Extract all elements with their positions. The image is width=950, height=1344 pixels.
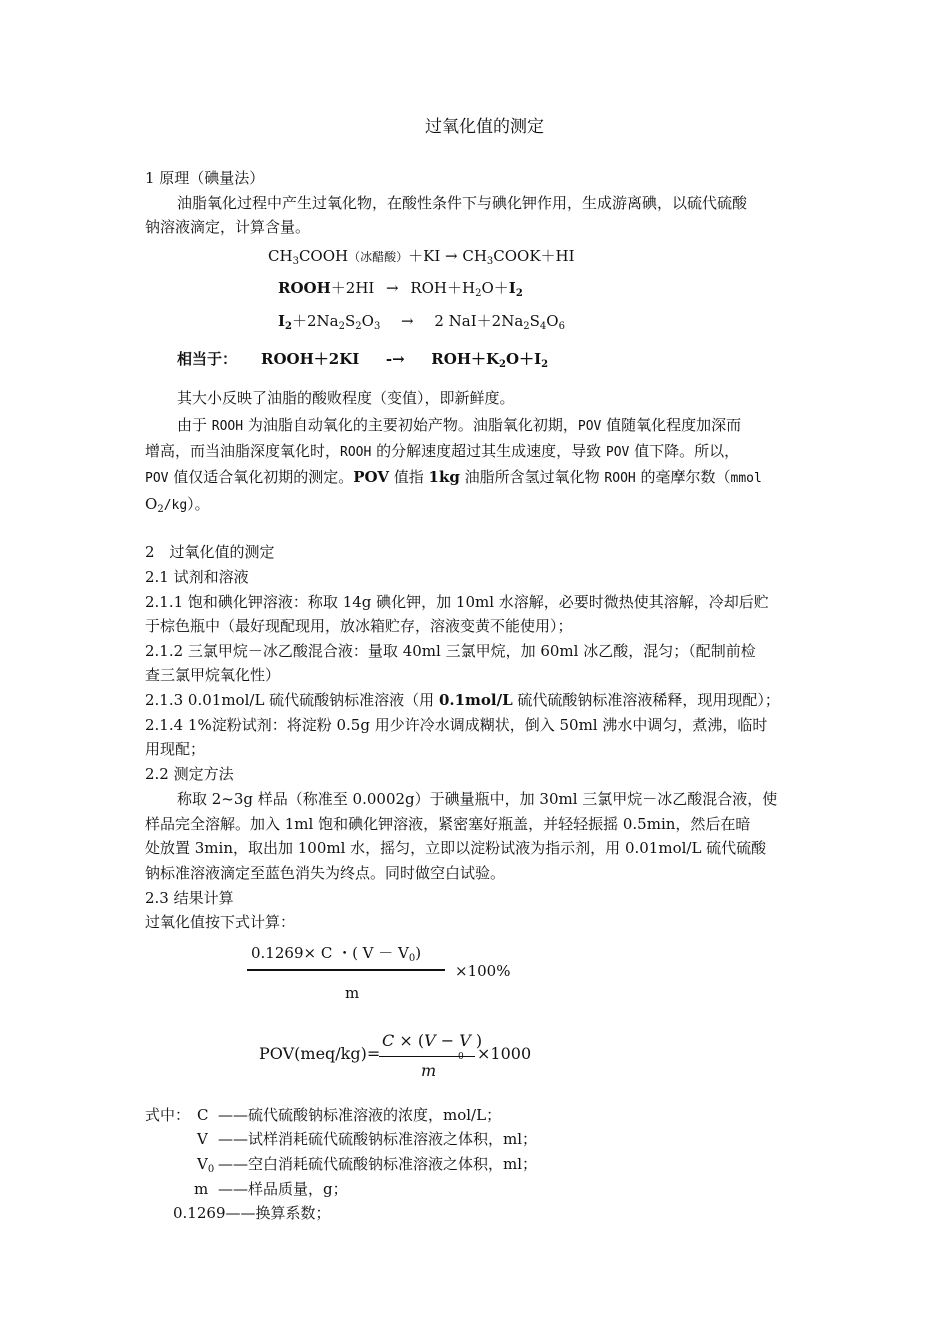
paragraph-line: 2.1.1 饱和碘化钾溶液：称取 14g 碘化钾，加 10ml 水溶解，必要时微热使其溶解，冷却后贮 [145, 593, 769, 611]
paragraph-line: 钠标准溶液滴定至蓝色消失为终点。同时做空白试验。 [145, 864, 506, 882]
formula-2-multiplier: ×1000 [477, 1044, 532, 1063]
paragraph-line: 2.1.4 1%淀粉试剂：将淀粉 0.5g 用少许冷水调成糊状，倒入 50ml 沸水中调匀，煮沸，临时 [145, 716, 768, 734]
where-definition: 0.1269——换算系数； [173, 1204, 331, 1222]
formula-1-multiplier: ×100% [455, 962, 511, 980]
where-symbol: m [194, 1180, 209, 1198]
paragraph-line: 称取 2~3g 样品（称准至 0.0002g）于碘量瓶中，加 30ml 三氯甲烷－冰乙酸混合液，使 [177, 790, 778, 808]
paragraph-line: 样品完全溶解。加入 1ml 饱和碘化钾溶液，紧密塞好瓶盖，并轻轻振摇 0.5min，然后在暗 [145, 815, 751, 833]
subsection-heading: 2.2 测定方法 [145, 765, 234, 783]
paragraph-line: $O_2/kg$）。 [145, 495, 210, 515]
reaction-equivalent: 相当于： ROOH＋2KI -→ $ROH+K_2O+I_2$ [177, 350, 549, 370]
where-definition: ——硫代硫酸钠标准溶液的浓度，mol/L； [218, 1106, 502, 1124]
where-definition: ——试样消耗硫代硫酸钠标准溶液之体积，ml； [218, 1130, 538, 1148]
paragraph-line: POV 值仅适合氧化初期的测定。POV 值指 1kg 油脂所含氢过氧化物 ROOH 的毫摩尔数（mmol [145, 468, 762, 486]
formula-2-denominator: m [421, 1061, 437, 1080]
where-definition: ——空白消耗硫代硫酸钠标准溶液之体积，ml； [218, 1155, 538, 1173]
paragraph-line: 由于 ROOH 为油脂自动氧化的主要初始产物。油脂氧化初期，POV 值随氧化程度加深而 [177, 416, 742, 434]
paragraph-line: 过氧化值按下式计算： [145, 913, 296, 931]
formula-2-numerator: C × (V − V ) [382, 1031, 483, 1050]
formula-1-denominator: m [345, 984, 360, 1002]
page-title: 过氧化值的测定 [425, 117, 544, 137]
reaction-2: ROOH＋2HI → $ROH+H_2O+I_2$ [278, 279, 523, 299]
where-symbol: C [197, 1106, 209, 1124]
where-symbol: V [197, 1130, 208, 1148]
paragraph-line: 2.1.3 0.01mol/L 硫代硫酸钠标准溶液（用 0.1mol/L 硫代硫酸钠标准溶液稀释，现用现配）； [145, 691, 780, 709]
formula-2-subscript: 0 [458, 1052, 464, 1062]
formula-1-fraction-bar [247, 969, 445, 971]
formula-2-left: POV(meq/kg)= [259, 1044, 381, 1063]
formula-1-numerator: 0.1269× C ・( $V - V_0$) [251, 944, 422, 964]
where-label: 式中： [145, 1106, 191, 1124]
paragraph-line: 于棕色瓶中（最好现配现用，放冰箱贮存，溶液变黄不能使用）； [145, 617, 573, 635]
subsection-heading: 2.1 试剂和溶液 [145, 568, 249, 586]
paragraph-line: 增高，而当油脂深度氧化时，ROOH 的分解速度超过其生成速度，导致 POV 值下降。所以， [145, 442, 740, 460]
paragraph-line: 2.1.2 三氯甲烷－冰乙酸混合液：量取 40ml 三氯甲烷，加 60ml 冰乙酸，混匀；（配制前检 [145, 642, 756, 660]
reaction-1: $CH_3COOH$（冰醋酸）$+KI \to CH_3COOK+HI$ [268, 247, 575, 267]
paragraph-line: 用现配； [145, 740, 206, 758]
paragraph-line: 其大小反映了油脂的酸败程度（变值），即新鲜度。 [177, 389, 515, 407]
section-2-heading: 2 过氧化值的测定 [145, 543, 275, 561]
paragraph-line: 处放置 3min，取出加 100ml 水，摇匀，立即以淀粉试液为指示剂，用 0.01mol/L 硫代硫酸 [145, 839, 767, 857]
section-1-heading: 1 原理（碘量法） [145, 169, 265, 187]
paragraph-line: 钠溶液滴定，计算含量。 [145, 218, 311, 236]
paragraph-line: 油脂氧化过程中产生过氧化物，在酸性条件下与碘化钾作用，生成游离碘，以硫代硫酸 [177, 194, 748, 212]
where-definition: ——样品质量，g； [218, 1180, 348, 1198]
paragraph-line: 查三氯甲烷氧化性） [145, 666, 281, 684]
reaction-3: $I_2+2Na_2S_2O_3 \to 2$ $NaI+2Na_2S_4O_6$ [278, 312, 565, 332]
subsection-heading: 2.3 结果计算 [145, 889, 234, 907]
where-symbol: $V_0$ [197, 1155, 215, 1175]
